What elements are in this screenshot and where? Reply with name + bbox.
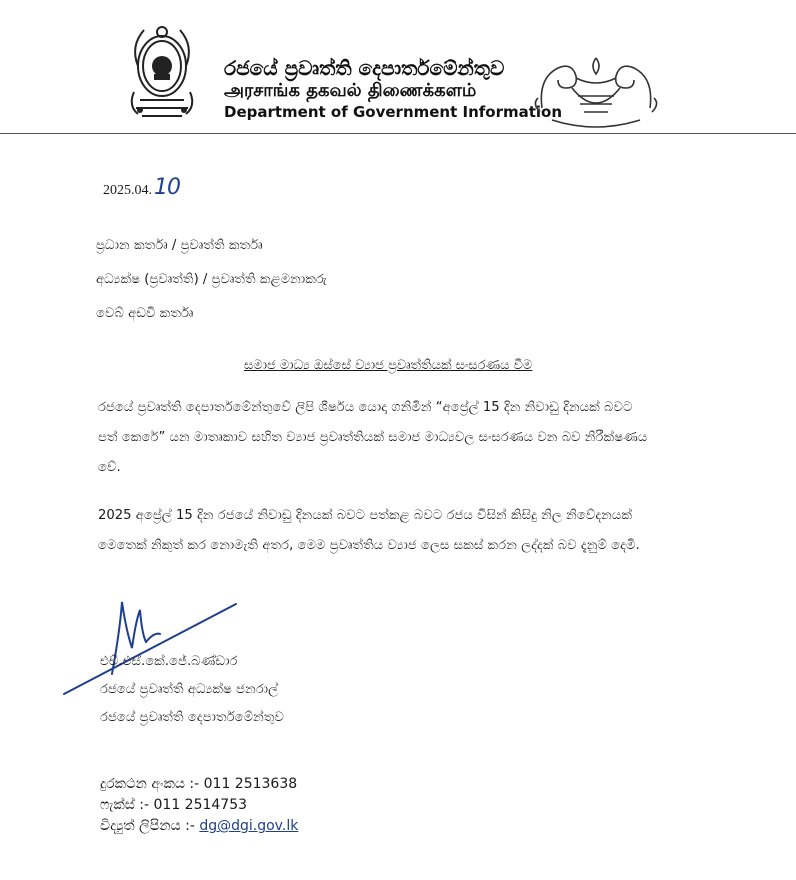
- letter-date: [103, 175, 180, 200]
- sri-lanka-emblem-icon: [124, 22, 200, 126]
- fax-label: ෆැක්ස් :-: [100, 797, 150, 813]
- letter-subject: සමාජ මාධ්‍ය ඔස්සේ ව්‍යාජ ප්‍රවෘත්තියක් සංසරණය වීම: [244, 358, 533, 373]
- addressee-line: අධ්‍යක්ෂ (ප්‍රවෘත්ති) / ප්‍රවෘත්ති කළමනාකරු: [96, 272, 327, 287]
- phone-label: දුරකථන අංකය :-: [100, 776, 200, 792]
- date-handwritten-day: 10: [154, 175, 180, 200]
- contact-email: [100, 818, 298, 834]
- letterhead-name-tamil: அரசாங்க தகவல் திணைக்களம்: [224, 80, 477, 101]
- email-link[interactable]: dg@dgi.gov.lk: [199, 818, 299, 834]
- paragraph-1-line: පත් කෙරේ” යන මාතෘකාව සහිත ව්‍යාජ ප්‍රවෘත්තියක් සමාජ මාධ්‍යවල සංසරණය වන බව නිරීක්ෂණය: [98, 430, 648, 445]
- phone-value: 011 2513638: [203, 776, 298, 792]
- signatory-name: එච්.එස්.කේ.ජේ.බණ්ඩාර: [100, 654, 238, 669]
- signatory-department: රජයේ ප්‍රවෘත්ති දෙපාර්තමේන්තුව: [100, 710, 285, 725]
- contact-fax: [100, 797, 247, 813]
- letterhead-divider: [0, 133, 796, 134]
- letterhead-name-english: Department of Government Information: [224, 103, 563, 121]
- paragraph-2-line: මෙතෙක් නිකුත් කර නොමැති අතර, මෙම ප්‍රවෘත්තිය ව්‍යාජ ලෙස සකස් කරන ලද්දක් බව දැනුම් දෙමි.: [98, 538, 640, 553]
- email-label: විද්‍යුත් ලිපිනය :-: [100, 818, 195, 834]
- addressee-line: ප්‍රධාන කර්තෘ / ප්‍රවෘත්ති කර්තෘ: [96, 238, 263, 253]
- fax-value: 011 2514753: [153, 797, 248, 813]
- swan-ornament-icon: [532, 48, 660, 132]
- contact-phone: [100, 776, 297, 792]
- paragraph-2-line: 2025 අප්‍රේල් 15 දින රජයේ නිවාඩු දිනයක් බවට පත්කළ බවට රජය විසින් කිසිදු නිල නිවේදනයක්: [98, 508, 633, 523]
- addressee-line: වෙබ් අඩවි කර්තෘ: [96, 306, 194, 321]
- paragraph-1-line: වේ.: [98, 460, 121, 475]
- paragraph-1-line: රජයේ ප්‍රවෘත්ති දෙපාර්තමේන්තුවේ ලිපි ශීර්ෂය යොදා ගනිමින් “අප්‍රේල් 15 දින නිවාඩු දිනයක් බවට: [98, 400, 633, 415]
- signatory-title: රජයේ ප්‍රවෘත්ති අධ්‍යක්ෂ ජනරාල්: [100, 682, 279, 697]
- letterhead-name-sinhala: රජයේ ප්‍රවෘත්ති දෙපාර්තමේන්තුව: [224, 56, 505, 80]
- date-printed: 2025.04.: [103, 183, 152, 198]
